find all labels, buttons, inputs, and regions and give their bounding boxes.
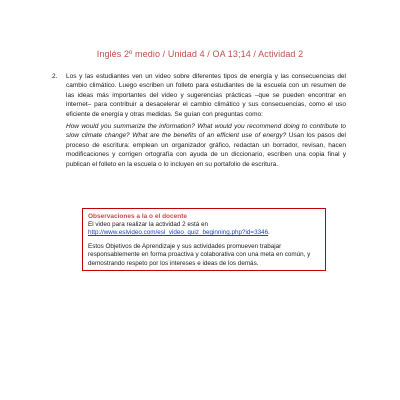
- video-link[interactable]: http://www.eslvideo.com/esl_video_quiz_beginning.php?id=3346: [88, 229, 269, 237]
- teacher-notes-title: Observaciones a la o el docente: [88, 213, 187, 220]
- video-instructions: [88, 221, 320, 238]
- video-intro-text: El video para realizar la actividad 2 está en: [88, 221, 209, 228]
- activity-questions-paragraph: [66, 122, 346, 169]
- guiding-questions: How would you summarize the information? What would you recommend doing to contribute to slow climate change? What are the benefits of an efficient use of energy?: [66, 123, 346, 140]
- writing-process-text: Usan los pasos del proceso de escritura: emplean un organizador gráfico, redactan un borrador, revisan, hacen modificaciones y corrigen ortografía con ayuda de un diccionario, escriben una copia final y publican el folleto en la escuela o lo incluyen en su portafolio de escritura.: [66, 132, 346, 168]
- objectives-note: Estos Objetivos de Aprendizaje y sus actividades promueven trabajar responsablemente en forma proactiva y colaborativa con una meta en común, y demostrando respeto por los intereses e ideas de los demás.: [88, 242, 311, 267]
- activity-section: [52, 72, 346, 169]
- teacher-notes-box: [82, 208, 326, 271]
- activity-description: Los y las estudiantes ven un video sobre diferentes tipos de energía y las consecuencias del cambio climático. Luego escriben un folleto para estudiantes de la escuela con un resumen de las ideas más importantes del video y sugerencias prácticas –que se pueden encontrar en internet– para contribuir a desacelerar el cambio climático y sus consecuencias, como el uso eficiente de energía y otras medidas. Se guían con preguntas como:: [66, 73, 346, 118]
- activity-number: 2.: [52, 73, 58, 80]
- page-title: Inglés 2º medio / Unidad 4 / OA 13;14 / Actividad 2: [96, 49, 304, 59]
- video-link-period: .: [268, 229, 270, 237]
